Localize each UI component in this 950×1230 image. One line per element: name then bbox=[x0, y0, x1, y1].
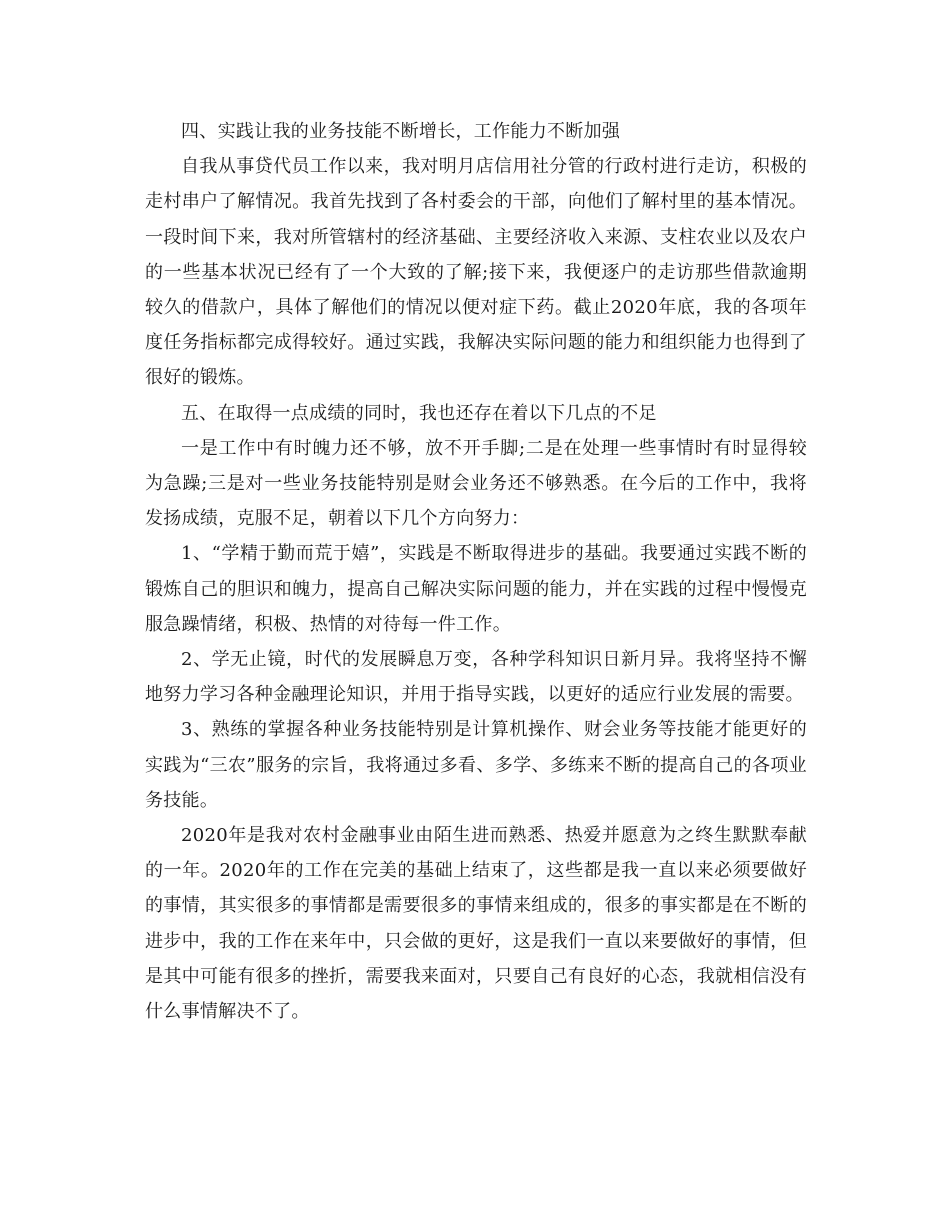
paragraph-shortcomings: 一是工作中有时魄力还不够，放不开手脚;二是在处理一些事情时有时显得较为急躁;三是对一些业务技能特别是财会业务还不够熟悉。在今后的工作中，我将发扬成绩，克服不足，朝着以下几个方向努力： bbox=[145, 437, 807, 530]
section-heading-5: 五、在取得一点成绩的同时，我也还存在着以下几点的不足 bbox=[181, 402, 657, 424]
paragraph-conclusion: 2020年是我对农村金融事业由陌生进而熟悉、热爱并愿意为之终生默默奉献的一年。2020年的工作在完美的基础上结束了，这些都是我一直以来必须要做好的事情，其实很多的事情都是需要很多的事情来组成的，很多的事实都是在不断的进步中，我的工作在来年中，只会做的更好，这是我们一直以来要做好的事情，但是其中可能有很多的挫折，需要我来面对，只要自己有良好的心态，我就相信没有什么事情解决不了。 bbox=[145, 825, 807, 1023]
list-item-2: 2、学无止镜，时代的发展瞬息万变，各种学科知识日新月异。我将坚持不懈地努力学习各种金融理论知识，并用于指导实践，以更好的适应行业发展的需要。 bbox=[145, 649, 807, 706]
document-body bbox=[145, 114, 807, 1029]
paragraph-field-visits: 自我从事贷代员工作以来，我对明月店信用社分管的行政村进行走访，积极的走村串户了解情况。我首先找到了各村委会的干部，向他们了解村里的基本情况。一段时间下来，我对所管辖村的经济基础、主要经济收入来源、支柱农业以及农户的一些基本状况已经有了一个大致的了解;接下来，我便逐户的走访那些借款逾期较久的借款户，具体了解他们的情况以便对症下药。截止2020年底，我的各项年度任务指标都完成得较好。通过实践，我解决实际问题的能力和组织能力也得到了很好的锻炼。 bbox=[145, 156, 807, 389]
list-item-3: 3、熟练的掌握各种业务技能特别是计算机操作、财会业务等技能才能更好的实践为“三农”服务的宗旨，我将通过多看、多学、多练来不断的提高自己的各项业务技能。 bbox=[145, 719, 807, 811]
list-item-1: 1、“学精于勤而荒于嬉”，实践是不断取得进步的基础。我要通过实践不断的锻炼自己的胆识和魄力，提高自己解决实际问题的能力，并在实践的过程中慢慢克服急躁情绪，积极、热情的对待每一件工作。 bbox=[145, 543, 807, 635]
section-heading-4: 四、实践让我的业务技能不断增长，工作能力不断加强 bbox=[181, 121, 621, 142]
